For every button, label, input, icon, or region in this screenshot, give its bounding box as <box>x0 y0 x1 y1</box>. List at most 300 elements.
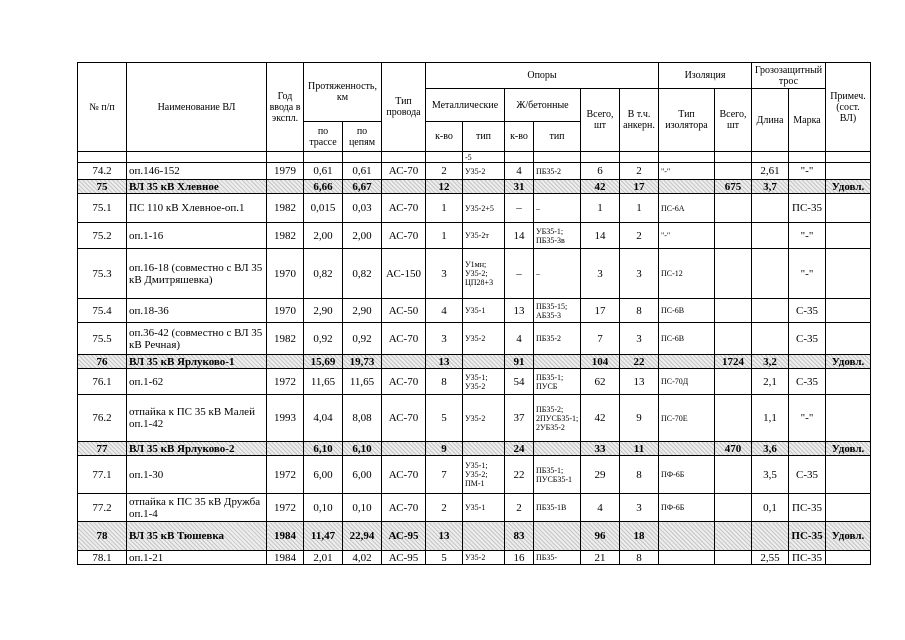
cell-wire: АС-70 <box>382 323 426 355</box>
cell-ins-type: "-" <box>659 163 715 180</box>
cell-chains <box>343 152 382 163</box>
cell-wire: АС-70 <box>382 194 426 223</box>
cell-c-cnt: – <box>505 249 534 299</box>
cell-ins-total <box>715 194 752 223</box>
col-year-header: Год ввода в экспл. <box>267 63 304 152</box>
cell-ins-total: 675 <box>715 180 752 194</box>
cell-anchor: 2 <box>620 163 659 180</box>
cell-route: 11,47 <box>304 522 343 551</box>
cell-m-cnt: 1 <box>426 194 463 223</box>
cell-ins-type <box>659 442 715 456</box>
cell-total: 17 <box>581 299 620 323</box>
power-lines-table <box>77 62 871 565</box>
cell-chains: 8,08 <box>343 395 382 442</box>
cell-anchor: 8 <box>620 456 659 494</box>
cell-num <box>78 152 127 163</box>
cell-ins-total <box>715 249 752 299</box>
cell-c-type: ПБ35- <box>534 551 581 565</box>
cell-gw-brand: ПС-35 <box>789 494 826 522</box>
cell-note: Удовл. <box>826 442 871 456</box>
cell-name: ВЛ 35 кВ Хлевное <box>127 180 267 194</box>
table-row-line-total <box>78 522 871 551</box>
cell-wire <box>382 180 426 194</box>
cell-ins-type: ПС-12 <box>659 249 715 299</box>
table-body <box>78 152 871 565</box>
cell-m-cnt: 4 <box>426 299 463 323</box>
cell-route <box>304 152 343 163</box>
cell-ins-total <box>715 395 752 442</box>
cell-anchor: 9 <box>620 395 659 442</box>
cell-m-cnt: 3 <box>426 249 463 299</box>
cell-gw-brand <box>789 152 826 163</box>
cell-note <box>826 163 871 180</box>
cell-gw-len: 2,55 <box>752 551 789 565</box>
cell-name: оп.1-62 <box>127 369 267 395</box>
cell-num: 74.2 <box>78 163 127 180</box>
cell-m-type: У35-1; У35-2; ПМ-1 <box>463 456 505 494</box>
cell-year <box>267 355 304 369</box>
cell-chains: 6,67 <box>343 180 382 194</box>
cell-num: 76.2 <box>78 395 127 442</box>
cell-year: 1972 <box>267 369 304 395</box>
cell-m-cnt: 3 <box>426 323 463 355</box>
cell-chains: 6,10 <box>343 442 382 456</box>
table-row <box>78 494 871 522</box>
table-row-line-total <box>78 442 871 456</box>
cell-chains: 6,00 <box>343 456 382 494</box>
cell-total: 3 <box>581 249 620 299</box>
cell-route: 0,92 <box>304 323 343 355</box>
cell-gw-len: 3,5 <box>752 456 789 494</box>
cell-year: 1970 <box>267 249 304 299</box>
cell-c-type <box>534 522 581 551</box>
cell-num: 77 <box>78 442 127 456</box>
cell-wire <box>382 355 426 369</box>
cell-route: 6,66 <box>304 180 343 194</box>
cell-anchor: 17 <box>620 180 659 194</box>
cell-gw-brand <box>789 355 826 369</box>
cell-name: оп.1-21 <box>127 551 267 565</box>
cell-c-cnt: 14 <box>505 223 534 249</box>
cell-route: 2,90 <box>304 299 343 323</box>
table-row <box>78 163 871 180</box>
cell-note <box>826 152 871 163</box>
cell-gw-len: 2,61 <box>752 163 789 180</box>
cell-c-cnt: 4 <box>505 323 534 355</box>
cell-c-cnt: 31 <box>505 180 534 194</box>
cell-m-type: У35-2 <box>463 395 505 442</box>
cell-m-cnt: 9 <box>426 442 463 456</box>
cell-ins-total: 470 <box>715 442 752 456</box>
cell-name: оп.36-42 (совместно с ВЛ 35 кВ Речная) <box>127 323 267 355</box>
cell-ins-type: ПФ-6Б <box>659 456 715 494</box>
cell-num: 77.2 <box>78 494 127 522</box>
cell-name: ВЛ 35 кВ Ярлуково-1 <box>127 355 267 369</box>
cell-total: 104 <box>581 355 620 369</box>
cell-c-cnt: 24 <box>505 442 534 456</box>
cell-ins-total <box>715 551 752 565</box>
cell-chains: 2,90 <box>343 299 382 323</box>
cell-c-type: ПБ35-1В <box>534 494 581 522</box>
cell-name: отпайка к ПС 35 кВ Дружба оп.1-4 <box>127 494 267 522</box>
cell-route: 2,00 <box>304 223 343 249</box>
cell-ins-type <box>659 152 715 163</box>
table-row <box>78 323 871 355</box>
cell-m-type: У35-2т <box>463 223 505 249</box>
table-row <box>78 456 871 494</box>
cell-year: 1984 <box>267 551 304 565</box>
cell-c-cnt: 22 <box>505 456 534 494</box>
col-metal-header: Металлические <box>426 89 505 122</box>
cell-name: оп.1-30 <box>127 456 267 494</box>
cell-wire <box>382 442 426 456</box>
cell-gw-brand: "-" <box>789 163 826 180</box>
cell-c-type: – <box>534 194 581 223</box>
cell-total: 21 <box>581 551 620 565</box>
cell-ins-total <box>715 223 752 249</box>
cell-gw-brand <box>789 442 826 456</box>
cell-route: 0,015 <box>304 194 343 223</box>
cell-ins-total <box>715 152 752 163</box>
cell-wire: АС-70 <box>382 456 426 494</box>
table-row <box>78 249 871 299</box>
cell-year <box>267 152 304 163</box>
cell-wire: АС-70 <box>382 369 426 395</box>
cell-year: 1984 <box>267 522 304 551</box>
cell-ins-total <box>715 456 752 494</box>
cell-gw-brand <box>789 180 826 194</box>
cell-m-cnt: 8 <box>426 369 463 395</box>
cell-c-type: ПБ35-2; 2ПУСБ35-1; 2УБ35-2 <box>534 395 581 442</box>
cell-year <box>267 442 304 456</box>
cell-route: 2,01 <box>304 551 343 565</box>
cell-gw-brand: С-35 <box>789 323 826 355</box>
cell-num: 75.5 <box>78 323 127 355</box>
cell-total: 42 <box>581 180 620 194</box>
cell-ins-type <box>659 355 715 369</box>
cell-name: отпайка к ПС 35 кВ Малей оп.1-42 <box>127 395 267 442</box>
cell-gw-brand: ПС-35 <box>789 551 826 565</box>
cell-gw-brand: С-35 <box>789 369 826 395</box>
cell-ins-total <box>715 494 752 522</box>
cell-wire: АС-95 <box>382 551 426 565</box>
cell-wire: АС-95 <box>382 522 426 551</box>
cell-year: 1970 <box>267 299 304 323</box>
cell-anchor: 8 <box>620 299 659 323</box>
cell-m-cnt: 2 <box>426 494 463 522</box>
col-concrete-header: Ж/бетонные <box>505 89 581 122</box>
cell-note <box>826 494 871 522</box>
cell-ins-type: ПС-6В <box>659 299 715 323</box>
col-ground-wire-header: Грозозащитный трос <box>752 63 826 89</box>
cell-year: 1982 <box>267 223 304 249</box>
cell-note <box>826 456 871 494</box>
cell-c-type: ПБ35-1; ПУСБ35-1 <box>534 456 581 494</box>
cell-c-type <box>534 180 581 194</box>
cell-gw-brand: С-35 <box>789 299 826 323</box>
cell-num: 75.4 <box>78 299 127 323</box>
cell-total: 1 <box>581 194 620 223</box>
cell-chains: 0,10 <box>343 494 382 522</box>
cell-wire <box>382 152 426 163</box>
cell-total: 42 <box>581 395 620 442</box>
cell-num: 78 <box>78 522 127 551</box>
cell-name: оп.18-36 <box>127 299 267 323</box>
cell-year: 1982 <box>267 194 304 223</box>
cell-gw-brand: С-35 <box>789 456 826 494</box>
cell-note: Удовл. <box>826 355 871 369</box>
table-row <box>78 395 871 442</box>
cell-m-cnt: 1 <box>426 223 463 249</box>
cell-note <box>826 249 871 299</box>
cell-anchor: 3 <box>620 323 659 355</box>
cell-m-type: У35-1 <box>463 299 505 323</box>
cell-note <box>826 223 871 249</box>
cell-c-type: – <box>534 249 581 299</box>
cell-route: 11,65 <box>304 369 343 395</box>
cell-wire: АС-70 <box>382 395 426 442</box>
cell-ins-type <box>659 180 715 194</box>
cell-ins-type: ПС-6А <box>659 194 715 223</box>
cell-num: 76.1 <box>78 369 127 395</box>
cell-c-cnt: 16 <box>505 551 534 565</box>
line-register-sheet <box>77 62 871 565</box>
cell-total <box>581 152 620 163</box>
cell-gw-len <box>752 152 789 163</box>
cell-num: 75.3 <box>78 249 127 299</box>
table-header <box>78 63 871 152</box>
table-row-line-total <box>78 355 871 369</box>
col-name-header: Наименование ВЛ <box>127 63 267 152</box>
table-row <box>78 152 871 163</box>
cell-wire: АС-50 <box>382 299 426 323</box>
cell-m-cnt: 5 <box>426 395 463 442</box>
cell-gw-len <box>752 249 789 299</box>
cell-route: 4,04 <box>304 395 343 442</box>
cell-total: 62 <box>581 369 620 395</box>
cell-m-cnt: 12 <box>426 180 463 194</box>
cell-ins-type: ПС-6В <box>659 323 715 355</box>
cell-gw-len <box>752 223 789 249</box>
cell-num: 75.1 <box>78 194 127 223</box>
cell-anchor: 13 <box>620 369 659 395</box>
cell-c-type: ПБ35-15; АБ35-3 <box>534 299 581 323</box>
cell-ins-type: "-" <box>659 223 715 249</box>
table-row <box>78 223 871 249</box>
cell-route: 6,00 <box>304 456 343 494</box>
col-note-header: Примеч. (сост. ВЛ) <box>826 63 871 152</box>
cell-gw-len <box>752 299 789 323</box>
col-num-header: № п/п <box>78 63 127 152</box>
cell-wire: АС-70 <box>382 494 426 522</box>
col-metal-type-header: тип <box>463 122 505 152</box>
cell-total: 7 <box>581 323 620 355</box>
cell-c-type: УБ35-1; ПБ35-3в <box>534 223 581 249</box>
cell-total: 4 <box>581 494 620 522</box>
cell-total: 6 <box>581 163 620 180</box>
cell-chains: 19,73 <box>343 355 382 369</box>
cell-gw-len <box>752 194 789 223</box>
cell-c-cnt: 13 <box>505 299 534 323</box>
cell-note: Удовл. <box>826 522 871 551</box>
cell-c-type <box>534 355 581 369</box>
table-row <box>78 551 871 565</box>
cell-ins-total <box>715 369 752 395</box>
cell-chains: 22,94 <box>343 522 382 551</box>
cell-m-type <box>463 442 505 456</box>
cell-c-cnt: 91 <box>505 355 534 369</box>
table-row <box>78 194 871 223</box>
cell-note <box>826 395 871 442</box>
cell-m-type: У35-1 <box>463 494 505 522</box>
cell-m-cnt <box>426 152 463 163</box>
col-wire-header: Тип провода <box>382 63 426 152</box>
cell-gw-brand: "-" <box>789 249 826 299</box>
cell-year: 1979 <box>267 163 304 180</box>
cell-c-type <box>534 152 581 163</box>
cell-gw-brand: ПС-35 <box>789 522 826 551</box>
cell-chains: 0,82 <box>343 249 382 299</box>
cell-c-cnt: 4 <box>505 163 534 180</box>
col-gw-length-header: Длина <box>752 89 789 152</box>
cell-chains: 11,65 <box>343 369 382 395</box>
cell-m-cnt: 13 <box>426 355 463 369</box>
col-ins-total-header: Всего, шт <box>715 89 752 152</box>
table-row <box>78 299 871 323</box>
cell-m-type: У35-2+5 <box>463 194 505 223</box>
cell-year: 1993 <box>267 395 304 442</box>
cell-route: 6,10 <box>304 442 343 456</box>
cell-ins-type <box>659 551 715 565</box>
cell-name <box>127 152 267 163</box>
cell-c-type: ПБ35-2 <box>534 323 581 355</box>
cell-c-type <box>534 442 581 456</box>
cell-c-cnt: 54 <box>505 369 534 395</box>
cell-ins-total <box>715 163 752 180</box>
cell-chains: 0,92 <box>343 323 382 355</box>
col-length-chains-header: по цепям <box>343 122 382 152</box>
cell-anchor: 18 <box>620 522 659 551</box>
cell-year <box>267 180 304 194</box>
cell-m-type: -5 <box>463 152 505 163</box>
cell-route: 0,82 <box>304 249 343 299</box>
cell-name: ВЛ 35 кВ Ярлуково-2 <box>127 442 267 456</box>
cell-m-type: У35-1; У35-2 <box>463 369 505 395</box>
cell-m-cnt: 13 <box>426 522 463 551</box>
cell-c-type: ПБ35-1; ПУСБ <box>534 369 581 395</box>
cell-m-type: У35-2 <box>463 323 505 355</box>
cell-gw-len: 3,6 <box>752 442 789 456</box>
cell-note <box>826 369 871 395</box>
cell-c-cnt: 2 <box>505 494 534 522</box>
cell-ins-total <box>715 522 752 551</box>
cell-wire: АС-70 <box>382 163 426 180</box>
col-length-header: Протяженность, км <box>304 63 382 122</box>
cell-m-cnt: 2 <box>426 163 463 180</box>
cell-note <box>826 299 871 323</box>
cell-ins-type: ПС-70Д <box>659 369 715 395</box>
cell-m-cnt: 5 <box>426 551 463 565</box>
cell-gw-len <box>752 522 789 551</box>
cell-total: 14 <box>581 223 620 249</box>
cell-name: оп.16-18 (совместно с ВЛ 35 кВ Дмитряшевка) <box>127 249 267 299</box>
cell-route: 0,10 <box>304 494 343 522</box>
cell-num: 75 <box>78 180 127 194</box>
cell-gw-len: 1,1 <box>752 395 789 442</box>
cell-c-cnt: 83 <box>505 522 534 551</box>
cell-wire: АС-150 <box>382 249 426 299</box>
cell-c-cnt <box>505 152 534 163</box>
cell-chains: 0,03 <box>343 194 382 223</box>
cell-year: 1972 <box>267 456 304 494</box>
cell-year: 1982 <box>267 323 304 355</box>
cell-total: 29 <box>581 456 620 494</box>
col-insulation-header: Изоляция <box>659 63 752 89</box>
cell-m-cnt: 7 <box>426 456 463 494</box>
cell-note <box>826 551 871 565</box>
col-concrete-type-header: тип <box>534 122 581 152</box>
col-total-header: Всего, шт <box>581 89 620 152</box>
cell-gw-len: 0,1 <box>752 494 789 522</box>
cell-name: оп.1-16 <box>127 223 267 249</box>
col-supports-header: Опоры <box>426 63 659 89</box>
cell-m-type: У35-2 <box>463 163 505 180</box>
cell-m-type: У35-2 <box>463 551 505 565</box>
cell-anchor: 1 <box>620 194 659 223</box>
cell-total: 33 <box>581 442 620 456</box>
cell-m-type <box>463 180 505 194</box>
cell-ins-type: ПС-70Е <box>659 395 715 442</box>
cell-route: 15,69 <box>304 355 343 369</box>
cell-note <box>826 323 871 355</box>
cell-anchor: 8 <box>620 551 659 565</box>
cell-gw-brand: "-" <box>789 223 826 249</box>
cell-anchor: 22 <box>620 355 659 369</box>
cell-anchor: 11 <box>620 442 659 456</box>
cell-gw-len <box>752 323 789 355</box>
cell-chains: 0,61 <box>343 163 382 180</box>
cell-name: ПС 110 кВ Хлевное-оп.1 <box>127 194 267 223</box>
cell-gw-brand: "-" <box>789 395 826 442</box>
cell-year: 1972 <box>267 494 304 522</box>
cell-c-cnt: – <box>505 194 534 223</box>
table-row <box>78 369 871 395</box>
cell-name: оп.146-152 <box>127 163 267 180</box>
cell-note <box>826 194 871 223</box>
cell-c-cnt: 37 <box>505 395 534 442</box>
cell-anchor: 3 <box>620 249 659 299</box>
col-metal-count-header: к-во <box>426 122 463 152</box>
cell-m-type <box>463 355 505 369</box>
cell-wire: АС-70 <box>382 223 426 249</box>
cell-m-type: У1мн; У35-2; ЦП28+3 <box>463 249 505 299</box>
cell-name: ВЛ 35 кВ Тюшевка <box>127 522 267 551</box>
table-row-line-total <box>78 180 871 194</box>
cell-ins-type: ПФ-6Б <box>659 494 715 522</box>
cell-gw-len: 3,2 <box>752 355 789 369</box>
col-insulator-type-header: Тип изолятора <box>659 89 715 152</box>
cell-num: 75.2 <box>78 223 127 249</box>
col-concrete-count-header: к-во <box>505 122 534 152</box>
cell-num: 77.1 <box>78 456 127 494</box>
col-length-route-header: по трассе <box>304 122 343 152</box>
col-anchor-header: В т.ч. анкерн. <box>620 89 659 152</box>
cell-c-type: ПБ35-2 <box>534 163 581 180</box>
cell-anchor: 2 <box>620 223 659 249</box>
cell-note: Удовл. <box>826 180 871 194</box>
cell-ins-total: 1724 <box>715 355 752 369</box>
cell-route: 0,61 <box>304 163 343 180</box>
